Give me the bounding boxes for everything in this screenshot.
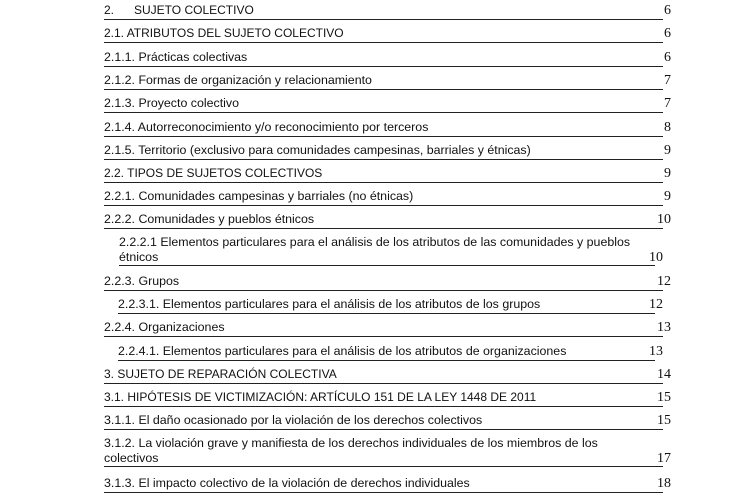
toc-page-number: 6 xyxy=(664,26,671,41)
toc-entry-text: 2.2. TIPOS DE SUJETOS COLECTIVOS xyxy=(104,166,323,180)
toc-page-number: 15 xyxy=(657,390,671,405)
toc-entry-3-1-1[interactable] xyxy=(104,413,671,430)
toc-page-number: 18 xyxy=(657,476,671,491)
toc-page-number: 12 xyxy=(657,274,671,289)
toc-entry-text: 2.2.2. Comunidades y pueblos étnicos xyxy=(104,212,315,226)
toc-page-number: 8 xyxy=(664,120,671,135)
toc-entry-2-1-5[interactable] xyxy=(104,143,671,160)
toc-entry-2-1[interactable] xyxy=(104,26,671,43)
toc-page-number: 6 xyxy=(664,50,671,65)
toc-entry-text: 2.1.1. Prácticas colectivas xyxy=(104,50,248,64)
toc-page-number: 9 xyxy=(664,189,671,204)
toc-page-number: 10 xyxy=(657,212,671,227)
toc-entry-text: 2.1.5. Territorio (exclusivo para comunidades campesinas, barriales y étnicas) xyxy=(104,143,531,157)
toc-page-number: 17 xyxy=(657,451,671,466)
toc-entry-3-1-2[interactable] xyxy=(104,436,671,467)
toc-page-number: 9 xyxy=(664,143,671,158)
toc-page-number: 7 xyxy=(664,96,671,111)
toc-entry-3-1[interactable] xyxy=(104,390,671,407)
toc-page-number: 9 xyxy=(664,166,671,181)
toc-entry-text: 2.2.1. Comunidades campesinas y barriales (no étnicas) xyxy=(104,189,414,203)
toc-entry-2-2-4[interactable] xyxy=(104,320,671,337)
toc-entry-2-1-4[interactable] xyxy=(104,120,671,137)
toc-entry-text-line1: 3.1.2. La violación grave y manifiesta de los derechos individuales de los miembros de los xyxy=(104,436,598,450)
toc-entry-text: 2. SUJETO COLECTIVO xyxy=(104,3,254,17)
toc-entry-2-2-3[interactable] xyxy=(104,274,671,291)
toc-page-number: 15 xyxy=(657,413,671,428)
toc-entry-3[interactable] xyxy=(104,367,671,384)
toc-entry-2[interactable] xyxy=(104,3,671,20)
toc-page-number: 13 xyxy=(657,320,671,335)
toc-entry-text: 2.1.4. Autorreconocimiento y/o reconocimiento por terceros xyxy=(104,120,429,134)
toc-page-number: 14 xyxy=(657,367,671,382)
toc-entry-text-line1: 2.2.2.1 Elementos particulares para el análisis de los atributos de las comunidades y pueblos xyxy=(119,235,631,249)
toc-entry-text: 2.1. ATRIBUTOS DEL SUJETO COLECTIVO xyxy=(104,26,344,40)
toc-entry-text: 2.2.4. Organizaciones xyxy=(104,320,225,334)
toc-entry-2-2[interactable] xyxy=(104,166,671,183)
toc-page-number: 12 xyxy=(649,297,663,312)
toc-page-number: 10 xyxy=(649,250,663,265)
toc-entry-text: 3.1.1. El daño ocasionado por la violación de los derechos colectivos xyxy=(104,413,483,427)
toc-entry-text: 2.2.3. Grupos xyxy=(104,274,180,288)
toc-entry-text: 2.2.3.1. Elementos particulares para el análisis de los atributos de los grupos xyxy=(118,297,541,311)
toc-entry-2-1-3[interactable] xyxy=(104,96,671,113)
toc-entry-text: 3. SUJETO DE REPARACIÓN COLECTIVA xyxy=(104,367,337,381)
toc-entry-2-2-2-1[interactable] xyxy=(119,235,663,266)
toc-entry-text: 3.1.3. El impacto colectivo de la violación de derechos individuales xyxy=(104,476,470,490)
toc-entry-2-2-3-1[interactable] xyxy=(118,297,663,314)
toc-entry-2-2-2[interactable] xyxy=(104,212,671,229)
toc-entry-text: 2.1.3. Proyecto colectivo xyxy=(104,96,239,110)
toc-entry-text-line2: colectivos xyxy=(104,451,159,465)
toc-entry-text: 3.1. HIPÓTESIS DE VICTIMIZACIÓN: ARTÍCULO 151 DE LA LEY 1448 DE 2011 xyxy=(104,390,537,404)
toc-entry-2-2-1[interactable] xyxy=(104,189,671,206)
toc-entry-2-1-2[interactable] xyxy=(104,73,671,90)
toc-page-number: 13 xyxy=(649,344,663,359)
toc-entry-text: 2.2.4.1. Elementos particulares para el análisis de los atributos de organizaciones xyxy=(118,344,567,358)
toc-entry-2-1-1[interactable] xyxy=(104,50,671,67)
toc-page-number: 6 xyxy=(664,3,671,18)
toc-page-number: 7 xyxy=(664,73,671,88)
toc-entry-text: 2.1.2. Formas de organización y relacionamiento xyxy=(104,73,372,87)
toc-entry-3-1-3[interactable] xyxy=(104,476,671,493)
toc-entry-2-2-4-1[interactable] xyxy=(118,344,663,361)
toc-entry-text-line2: étnicos xyxy=(119,250,159,264)
